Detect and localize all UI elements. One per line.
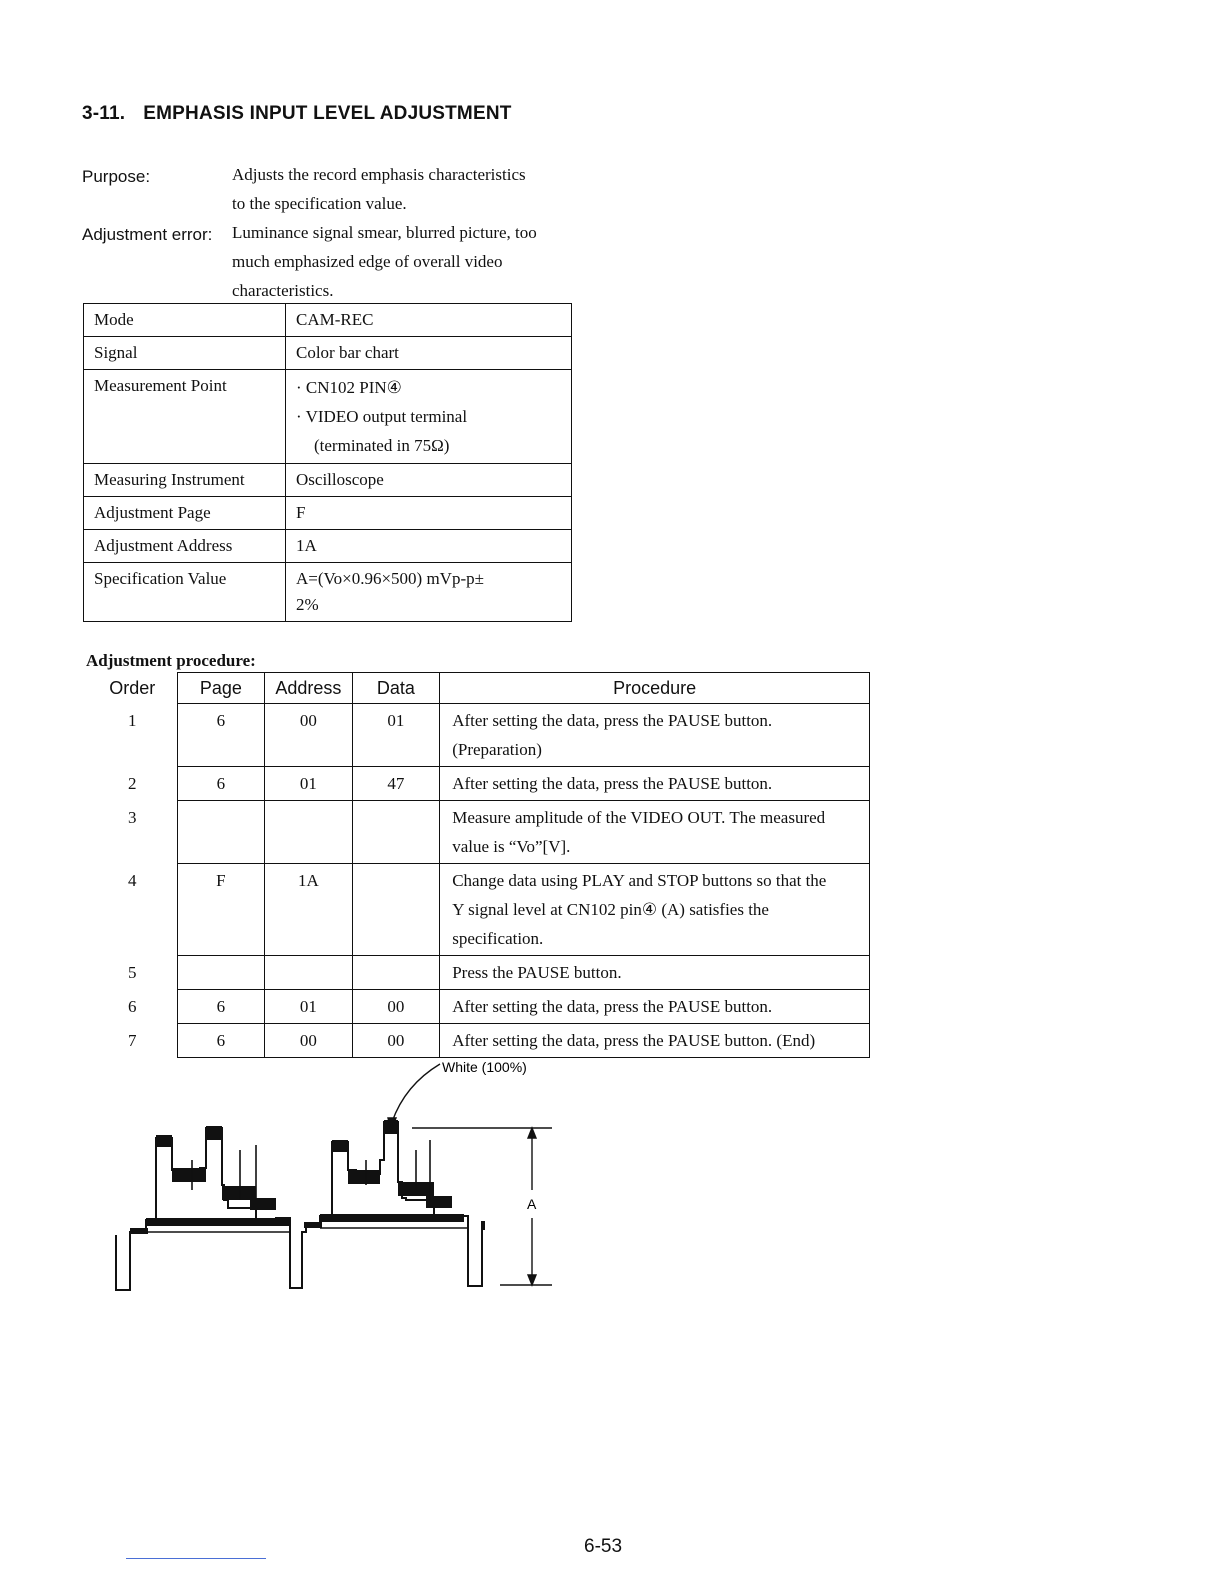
procedure-line: specification.: [452, 929, 544, 948]
spec-value-line: · CN102 PIN④: [296, 378, 402, 397]
procedure-row: [88, 801, 870, 864]
spec-value-line: (terminated in 75Ω): [314, 436, 450, 455]
order-cell: 3: [128, 807, 137, 827]
spec-row-adjustment-page: [84, 497, 572, 530]
procedure-line: Measure amplitude of the VIDEO OUT. The measured: [452, 808, 826, 827]
spec-row-mode: [84, 304, 572, 337]
spec-value: [286, 304, 572, 337]
spec-key: Adjustment Address: [84, 530, 286, 563]
white-label: White (100%): [442, 1059, 527, 1075]
purpose-line: Adjusts the record emphasis characteristics: [232, 165, 526, 184]
procedure-row: [88, 990, 870, 1024]
address-cell: 1A: [265, 864, 353, 956]
address-cell: [265, 801, 353, 864]
header-procedure: Procedure: [440, 673, 870, 704]
procedure-row: [88, 956, 870, 990]
adjustment-error-label: Adjustment error:: [82, 225, 213, 244]
spec-value-line: A=(Vo×0.96×500) mVp-p±: [296, 569, 484, 588]
section-number: 3-11.: [82, 103, 126, 124]
procedure-cell: [440, 704, 870, 767]
adjustment-error-line: much emphasized edge of overall video: [232, 252, 503, 271]
spec-row-specification-value: [84, 563, 572, 622]
footer-rule: [126, 1558, 266, 1559]
procedure-cell: [440, 801, 870, 864]
spec-value-line: 2%: [296, 595, 319, 614]
spec-row-measuring-instrument: [84, 464, 572, 497]
spec-value: [286, 337, 572, 370]
adjustment-error-text: [232, 218, 537, 305]
spec-key: Specification Value: [84, 563, 286, 622]
amplitude-label: A: [527, 1196, 537, 1212]
order-cell: 5: [128, 962, 137, 982]
procedure-line: After setting the data, press the PAUSE button.: [452, 711, 773, 730]
procedure-line: Change data using PLAY and STOP buttons so that the: [452, 871, 827, 890]
procedure-line: Press the PAUSE button.: [452, 963, 622, 982]
spec-value-line: 1A: [296, 536, 317, 555]
data-cell: 00: [352, 990, 440, 1024]
spec-key: Mode: [84, 304, 286, 337]
data-cell: 47: [352, 767, 440, 801]
header-address: Address: [265, 673, 353, 704]
procedure-row: [88, 704, 870, 767]
procedure-cell: [440, 990, 870, 1024]
order-cell: 6: [128, 996, 137, 1016]
adjustment-error-line: Luminance signal smear, blurred picture, too: [232, 223, 537, 242]
procedure-cell: [440, 956, 870, 990]
order-cell: 4: [128, 870, 137, 890]
procedure-line: After setting the data, press the PAUSE button.: [452, 774, 773, 793]
spec-value: [286, 497, 572, 530]
spec-row-adjustment-address: [84, 530, 572, 563]
waveform-bands: [130, 1120, 464, 1234]
procedure-heading: Adjustment procedure:: [86, 651, 256, 670]
adjustment-error-line: characteristics.: [232, 281, 334, 300]
address-cell: 00: [265, 704, 353, 767]
procedure-line: After setting the data, press the PAUSE button. (End): [452, 1031, 816, 1050]
spec-row-signal: [84, 337, 572, 370]
page-cell: 6: [177, 1024, 265, 1058]
data-cell: [352, 801, 440, 864]
spec-table: [83, 303, 572, 622]
page-cell: [177, 801, 265, 864]
spec-key: Adjustment Page: [84, 497, 286, 530]
data-cell: [352, 956, 440, 990]
header-data: Data: [352, 673, 440, 704]
procedure-header-row: [88, 673, 870, 704]
spec-value-line: F: [296, 503, 306, 522]
spec-value: [286, 563, 572, 622]
spec-value: [286, 530, 572, 563]
page-cell: 6: [177, 767, 265, 801]
page-number: 6-53: [584, 1536, 623, 1557]
page-cell: F: [177, 864, 265, 956]
order-cell: 2: [128, 773, 137, 793]
address-cell: 01: [265, 767, 353, 801]
spec-key: Measurement Point: [84, 370, 286, 464]
page-cell: [177, 956, 265, 990]
section-heading: EMPHASIS INPUT LEVEL ADJUSTMENT: [143, 103, 512, 124]
address-cell: [265, 956, 353, 990]
procedure-line: value is “Vo”[V].: [452, 837, 571, 856]
spec-value-line: · VIDEO output terminal: [296, 407, 468, 426]
procedure-cell: [440, 767, 870, 801]
header-page: Page: [177, 673, 265, 704]
spec-value-line: Oscilloscope: [296, 470, 384, 489]
purpose-label: Purpose:: [82, 167, 151, 186]
page-cell: 6: [177, 990, 265, 1024]
procedure-row: [88, 864, 870, 956]
data-cell: [352, 864, 440, 956]
address-cell: 01: [265, 990, 353, 1024]
data-cell: 01: [352, 704, 440, 767]
purpose-line: to the specification value.: [232, 194, 407, 213]
procedure-table: [88, 672, 870, 1058]
spec-row-measurement-point: [84, 370, 572, 464]
data-cell: 00: [352, 1024, 440, 1058]
spec-value: [286, 370, 572, 464]
white-pointer-arrow: [388, 1064, 440, 1130]
address-cell: 00: [265, 1024, 353, 1058]
waveform-diagram: [100, 1050, 570, 1310]
spec-value-line: CAM-REC: [296, 310, 374, 329]
page-cell: 6: [177, 704, 265, 767]
spec-value-line: Color bar chart: [296, 343, 399, 362]
spec-value: [286, 464, 572, 497]
procedure-line: Y signal level at CN102 pin④ (A) satisfies the: [452, 900, 769, 919]
spec-key: Signal: [84, 337, 286, 370]
header-order: Order: [109, 677, 156, 698]
spec-key: Measuring Instrument: [84, 464, 286, 497]
procedure-line: After setting the data, press the PAUSE button.: [452, 997, 773, 1016]
procedure-cell: [440, 864, 870, 956]
order-cell: 1: [128, 710, 137, 730]
purpose-text: [232, 160, 526, 218]
order-cell: 7: [128, 1030, 137, 1050]
procedure-row: [88, 767, 870, 801]
procedure-line: (Preparation): [452, 740, 542, 759]
section-title: [82, 103, 512, 125]
